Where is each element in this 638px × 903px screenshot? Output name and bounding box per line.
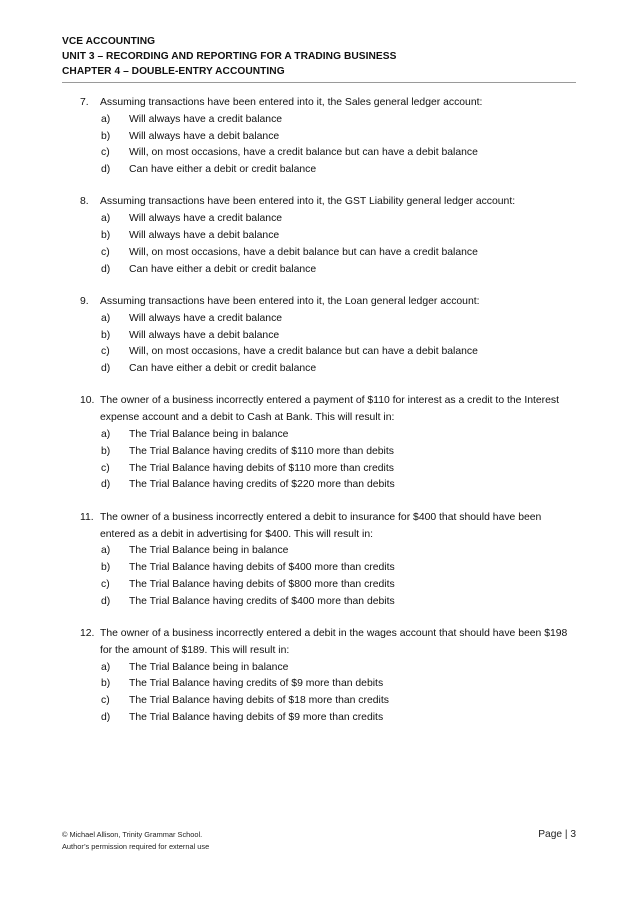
option-text: Will always have a credit balance bbox=[129, 213, 283, 225]
option-letter: b) bbox=[101, 230, 111, 242]
question-8 bbox=[80, 194, 570, 278]
option-list bbox=[101, 211, 570, 278]
option-letter: b) bbox=[101, 445, 111, 457]
option-d bbox=[101, 361, 570, 378]
option-letter: a) bbox=[101, 213, 111, 225]
option-letter: a) bbox=[101, 545, 111, 557]
option-d bbox=[101, 710, 570, 727]
option-text: The Trial Balance having credits of $9 more than debits bbox=[129, 678, 384, 690]
footer-copyright: © Michael Allison, Trinity Grammar School. bbox=[62, 830, 203, 839]
option-text: Can have either a debit or credit balance bbox=[129, 164, 317, 176]
option-a bbox=[101, 311, 570, 328]
question-text: Assuming transactions have been entered into it, the Loan general ledger account: bbox=[100, 295, 480, 307]
option-text: Can have either a debit or credit balance bbox=[129, 363, 317, 375]
option-a bbox=[101, 427, 570, 444]
option-d bbox=[101, 162, 570, 179]
option-b bbox=[101, 444, 570, 461]
option-b bbox=[101, 129, 570, 146]
question-text: Assuming transactions have been entered into it, the GST Liability general ledger account: bbox=[100, 196, 516, 208]
option-text: The Trial Balance having debits of $18 more than credits bbox=[129, 695, 389, 707]
option-letter: d) bbox=[101, 164, 111, 176]
question-number: 11. bbox=[80, 511, 94, 523]
header-course: VCE ACCOUNTING bbox=[62, 36, 156, 47]
option-a bbox=[101, 660, 570, 677]
option-letter: b) bbox=[101, 562, 111, 574]
question-number: 10. bbox=[80, 395, 95, 407]
option-list bbox=[101, 660, 570, 727]
question-7 bbox=[80, 95, 570, 179]
question-9 bbox=[80, 294, 570, 378]
option-text: Will always have a credit balance bbox=[129, 312, 283, 324]
option-letter: c) bbox=[101, 147, 110, 159]
option-text: The Trial Balance being in balance bbox=[129, 545, 289, 557]
option-letter: d) bbox=[101, 363, 111, 375]
option-letter: c) bbox=[101, 346, 110, 358]
option-c bbox=[101, 577, 570, 594]
option-letter: a) bbox=[101, 312, 111, 324]
option-list bbox=[101, 311, 570, 378]
option-c bbox=[101, 693, 570, 710]
option-text: Will always have a credit balance bbox=[129, 113, 283, 125]
option-letter: d) bbox=[101, 263, 111, 275]
question-list bbox=[80, 95, 570, 742]
question-text: The owner of a business incorrectly entered a debit in the wages account that should have been $198 for the amount of $189. This will result in: bbox=[100, 628, 568, 656]
option-d bbox=[101, 262, 570, 279]
question-text: Assuming transactions have been entered into it, the Sales general ledger account: bbox=[100, 97, 483, 108]
option-text: The Trial Balance having debits of $9 more than credits bbox=[129, 712, 384, 723]
option-c bbox=[101, 245, 570, 262]
option-list bbox=[101, 112, 570, 179]
option-text: Will always have a debit balance bbox=[129, 230, 280, 242]
option-letter: c) bbox=[101, 578, 110, 590]
option-list bbox=[101, 427, 570, 494]
option-text: The Trial Balance having debits of $800 more than credits bbox=[129, 578, 395, 590]
option-b bbox=[101, 228, 570, 245]
option-text: The Trial Balance being in balance bbox=[129, 661, 289, 673]
option-text: Will always have a debit balance bbox=[129, 130, 280, 142]
option-text: The Trial Balance being in balance bbox=[129, 429, 289, 441]
option-b bbox=[101, 328, 570, 345]
option-letter: d) bbox=[101, 712, 111, 723]
page-header bbox=[62, 34, 576, 83]
option-letter: c) bbox=[101, 246, 110, 258]
option-c bbox=[101, 344, 570, 361]
option-letter: a) bbox=[101, 661, 111, 673]
page-number: Page | 3 bbox=[538, 829, 576, 840]
option-letter: d) bbox=[101, 479, 111, 491]
option-text: The Trial Balance having debits of $110 more than credits bbox=[129, 462, 394, 474]
option-letter: d) bbox=[101, 595, 111, 607]
footer-permission: Author’s permission required for external use bbox=[62, 841, 210, 851]
option-text: Will, on most occasions, have a credit balance but can have a debit balance bbox=[129, 147, 478, 159]
option-a bbox=[101, 543, 570, 560]
option-b bbox=[101, 560, 570, 577]
option-letter: c) bbox=[101, 695, 110, 707]
question-number: 7. bbox=[80, 97, 89, 108]
option-text: The Trial Balance having credits of $400 more than debits bbox=[129, 595, 395, 607]
question-number: 8. bbox=[80, 196, 89, 208]
question-number: 12. bbox=[80, 628, 95, 640]
option-letter: b) bbox=[101, 678, 111, 690]
footer-copyright-block bbox=[62, 829, 209, 852]
option-letter: a) bbox=[101, 429, 111, 441]
question-number: 9. bbox=[80, 295, 89, 307]
option-text: The Trial Balance having debits of $400 more than credits bbox=[129, 562, 395, 574]
option-letter: a) bbox=[101, 113, 111, 125]
question-text: The owner of a business incorrectly entered a payment of $110 for interest as a credit to the Interest expense account and a debit to Cash at Bank. This will result in: bbox=[100, 395, 559, 424]
question-11 bbox=[80, 510, 570, 611]
header-unit: UNIT 3 – RECORDING AND REPORTING FOR A TRADING BUSINESS bbox=[62, 51, 397, 62]
option-text: The Trial Balance having credits of $220 more than debits bbox=[129, 479, 395, 491]
option-list bbox=[101, 543, 570, 610]
option-d bbox=[101, 477, 570, 494]
option-letter: b) bbox=[101, 329, 111, 341]
option-text: Can have either a debit or credit balance bbox=[129, 263, 317, 275]
option-text: The Trial Balance having credits of $110 more than debits bbox=[129, 445, 394, 457]
question-10 bbox=[80, 393, 570, 494]
option-letter: b) bbox=[101, 130, 111, 142]
option-text: Will, on most occasions, have a debit balance but can have a credit balance bbox=[129, 246, 478, 258]
option-c bbox=[101, 145, 570, 162]
question-12 bbox=[80, 626, 570, 727]
option-text: Will, on most occasions, have a credit balance but can have a debit balance bbox=[129, 346, 478, 358]
option-a bbox=[101, 211, 570, 228]
option-b bbox=[101, 676, 570, 693]
header-chapter: CHAPTER 4 – DOUBLE-ENTRY ACCOUNTING bbox=[62, 66, 285, 77]
option-a bbox=[101, 112, 570, 129]
option-c bbox=[101, 461, 570, 478]
option-d bbox=[101, 594, 570, 611]
option-letter: c) bbox=[101, 462, 110, 474]
question-text: The owner of a business incorrectly entered a debit to insurance for $400 that should have been entered as a debit in advertising for $400. This will result in: bbox=[100, 511, 542, 540]
option-text: Will always have a debit balance bbox=[129, 329, 280, 341]
